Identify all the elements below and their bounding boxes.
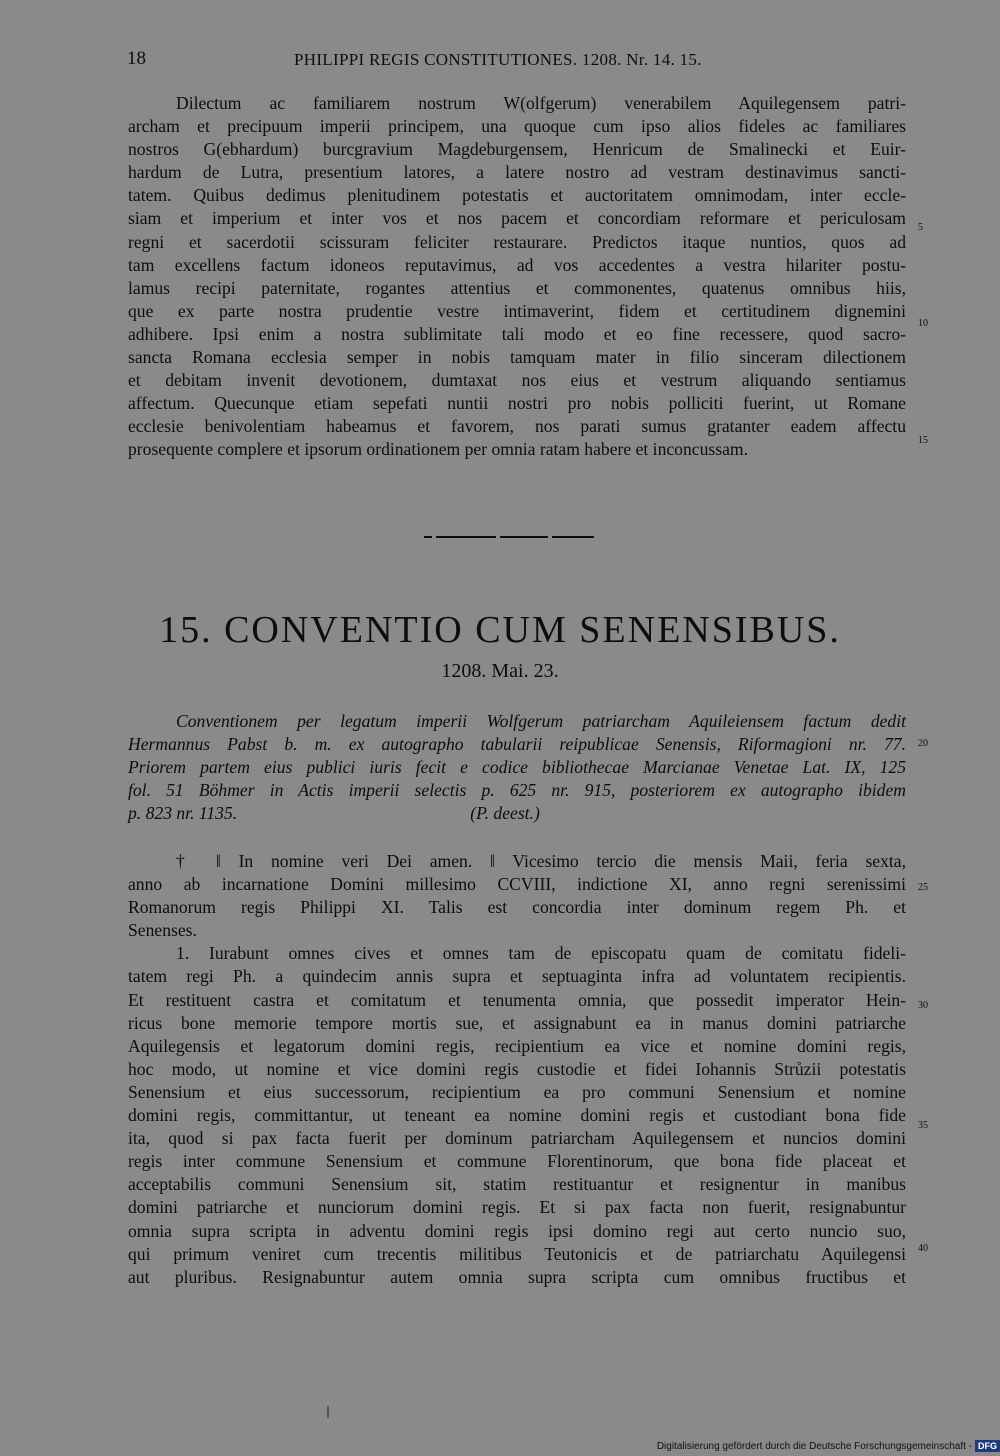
note-line: fol. 51 Böhmer in Actis imperii selectis p. 625 nr. 915, posteriorem ex autographo ibidem — [128, 780, 906, 801]
text-line: lamus recipi paternitate, rogantes attentius et commonentes, quatenus omnibus hiis, — [128, 277, 906, 298]
text-line: 1. Iurabunt omnes cives et omnes tam de episcopatu quam de comitatu fideli- — [176, 943, 906, 964]
running-head — [127, 48, 907, 76]
note-line: p. 823 nr. 1135. (P. deest.) — [128, 803, 540, 824]
text-line: Et restituent castra et comitatum et tenumenta omnia, que possedit imperator Hein- — [128, 989, 906, 1010]
text-line: hardum de Lutra, presentium latores, a latere nostro ad vestram destinavimus sancti- — [128, 162, 906, 183]
scan-mark — [327, 1406, 329, 1418]
text-line: tam excellens factum idoneos reputavimus, ad vos accedentes a vestra hilariter postu- — [128, 254, 906, 275]
text-line: anno ab incarnatione Domini millesimo CCVIII, indictione XI, anno regni serenissimi — [128, 874, 906, 895]
text-line: acceptabilis communi Senensium sit, statim restituantur et resignentur in manibus — [128, 1174, 906, 1195]
text-line: affectum. Quecunque etiam sepefati nuntii nostri pro nobis polliciti fuerint, ut Romane — [128, 393, 906, 414]
text-line: Dilectum ac familiarem nostrum W(olfgerum) venerabilem Aquilegensem patri- — [176, 93, 906, 113]
line-number: 25 — [918, 882, 928, 893]
text-line: et debitam invenit devotionem, dumtaxat nos eius et vestrum aliquando sentiamus — [128, 370, 906, 391]
note-line: Priorem partem eius publici iuris fecit e codice bibliothecae Marcianae Venetae Lat. IX, 125 — [128, 757, 906, 778]
page-number: 18 — [127, 48, 146, 69]
text-line: sancta Romana ecclesia semper in nobis tamquam mater in filio sinceram dilectionem — [128, 347, 906, 368]
section-heading: 15. CONVENTIO CUM SENENSIBUS. — [159, 609, 841, 651]
footer-credit — [657, 1439, 1000, 1453]
text-block-1 — [128, 92, 906, 462]
text-line: ita, quod si pax facta fuerit per dominum patriarcham Aquilegensem et nuncios domini — [128, 1128, 906, 1149]
text-line: hoc modo, ut nomine et vice domini regis custodie et fidei Iohannis Strůzii potestatis — [128, 1058, 906, 1079]
text-line: domini regis, committantur, ut teneant ea nomine domini regis et custodiant bona fide — [128, 1105, 906, 1126]
text-line: Romanorum regis Philippi XI. Talis est concordia inter dominum regem Ph. et — [128, 897, 906, 918]
text-line: siam et imperium et inter vos et nos pacem et concordiam reformare et periculosam — [128, 208, 906, 229]
line-number: 30 — [918, 1000, 928, 1011]
note-line: Hermannus Pabst b. m. ex autographo tabularii reipublicae Senensis, Riformagioni nr. 77. — [128, 734, 906, 755]
note-line: Conventionem per legatum imperii Wolfgerum patriarcham Aquileiensem factum dedit — [176, 711, 906, 731]
text-line: qui primum veniret cum trecentis militibus Teutonicis et de patriarchatu Aquilegensi — [128, 1243, 906, 1264]
text-line: Senensium et eius successorum, recipientium ea pro communi Senensium et nomine — [128, 1081, 906, 1102]
line-number: 5 — [918, 222, 923, 233]
text-line: prosequente complere et ipsorum ordinationem per omnia ratam habere et inconcussam. — [128, 439, 748, 460]
line-number: 40 — [918, 1243, 928, 1254]
text-line: Aquilegensis et legatorum domini regis, recipientium ea vice et nomine domini regis, — [128, 1035, 906, 1056]
text-line: regis inter commune Senensium et commune Florentinorum, que bona fide placeat et — [128, 1151, 906, 1172]
running-title: PHILIPPI REGIS CONSTITUTIONES. 1208. Nr. 14. 15. — [294, 50, 702, 69]
text-line: domini patriarche et nunciorum domini regis. Et si pax facta non fuerit, resignabuntur — [128, 1197, 906, 1218]
section-date: 1208. Mai. 23. — [441, 660, 559, 682]
text-line: que ex parte nostra prudentie vestre intimaverint, fidem et certitudinem dignemini — [128, 300, 906, 321]
text-line: † ‖ In nomine veri Dei amen. ‖ Vicesimo tercio die mensis Maii, feria sexta, — [176, 851, 906, 871]
line-number: 10 — [918, 318, 928, 329]
text-line: aut pluribus. Resignabuntur autem omnia supra scripta cum omnibus fructibus et — [128, 1266, 906, 1287]
footer-text: Digitalisierung gefördert durch die Deutsche Forschungsgemeinschaft - — [656, 1440, 972, 1452]
editorial-note — [128, 710, 906, 825]
text-line: omnia supra scripta in adventu domini regis ipsi domino regi aut certo nuncio suo, — [128, 1220, 906, 1241]
line-number: 20 — [918, 738, 928, 749]
line-number: 15 — [918, 435, 928, 446]
text-line: ricus bone memorie tempore mortis sue, et assignabunt ea in manus domini patriarche — [128, 1012, 906, 1033]
text-line: adhibere. Ipsi enim a nostra sublimitate tali modo et eo fine recessere, quod sacro- — [128, 323, 906, 344]
text-line: nostros G(ebhardum) burcgravium Magdeburgensem, Henricum de Smalinecki et Euir- — [128, 139, 906, 160]
text-line: regni et sacerdotii scissuram feliciter restaurare. Predictos itaque nuntios, quos ad — [128, 231, 906, 252]
section-divider — [424, 536, 600, 538]
text-line: tatem. Quibus dedimus plenitudinem potestatis et auctoritatem omnimodam, inter eccle- — [128, 185, 906, 206]
line-number: 35 — [918, 1120, 928, 1131]
text-line: archam et precipuum imperii principem, una quoque cum ipso alios fideles ac familiares — [128, 116, 906, 137]
text-line: ecclesie benivolentiam habeamus et favorem, nos parati sumus gratanter eadem affectu — [128, 416, 906, 437]
text-block-2 — [128, 850, 906, 1289]
text-line: Senenses. — [128, 920, 197, 941]
text-line: tatem regi Ph. a quindecim annis supra et septuaginta infra ad voluntatem recipientis. — [128, 966, 906, 987]
dfg-logo: DFG — [975, 1440, 1000, 1452]
